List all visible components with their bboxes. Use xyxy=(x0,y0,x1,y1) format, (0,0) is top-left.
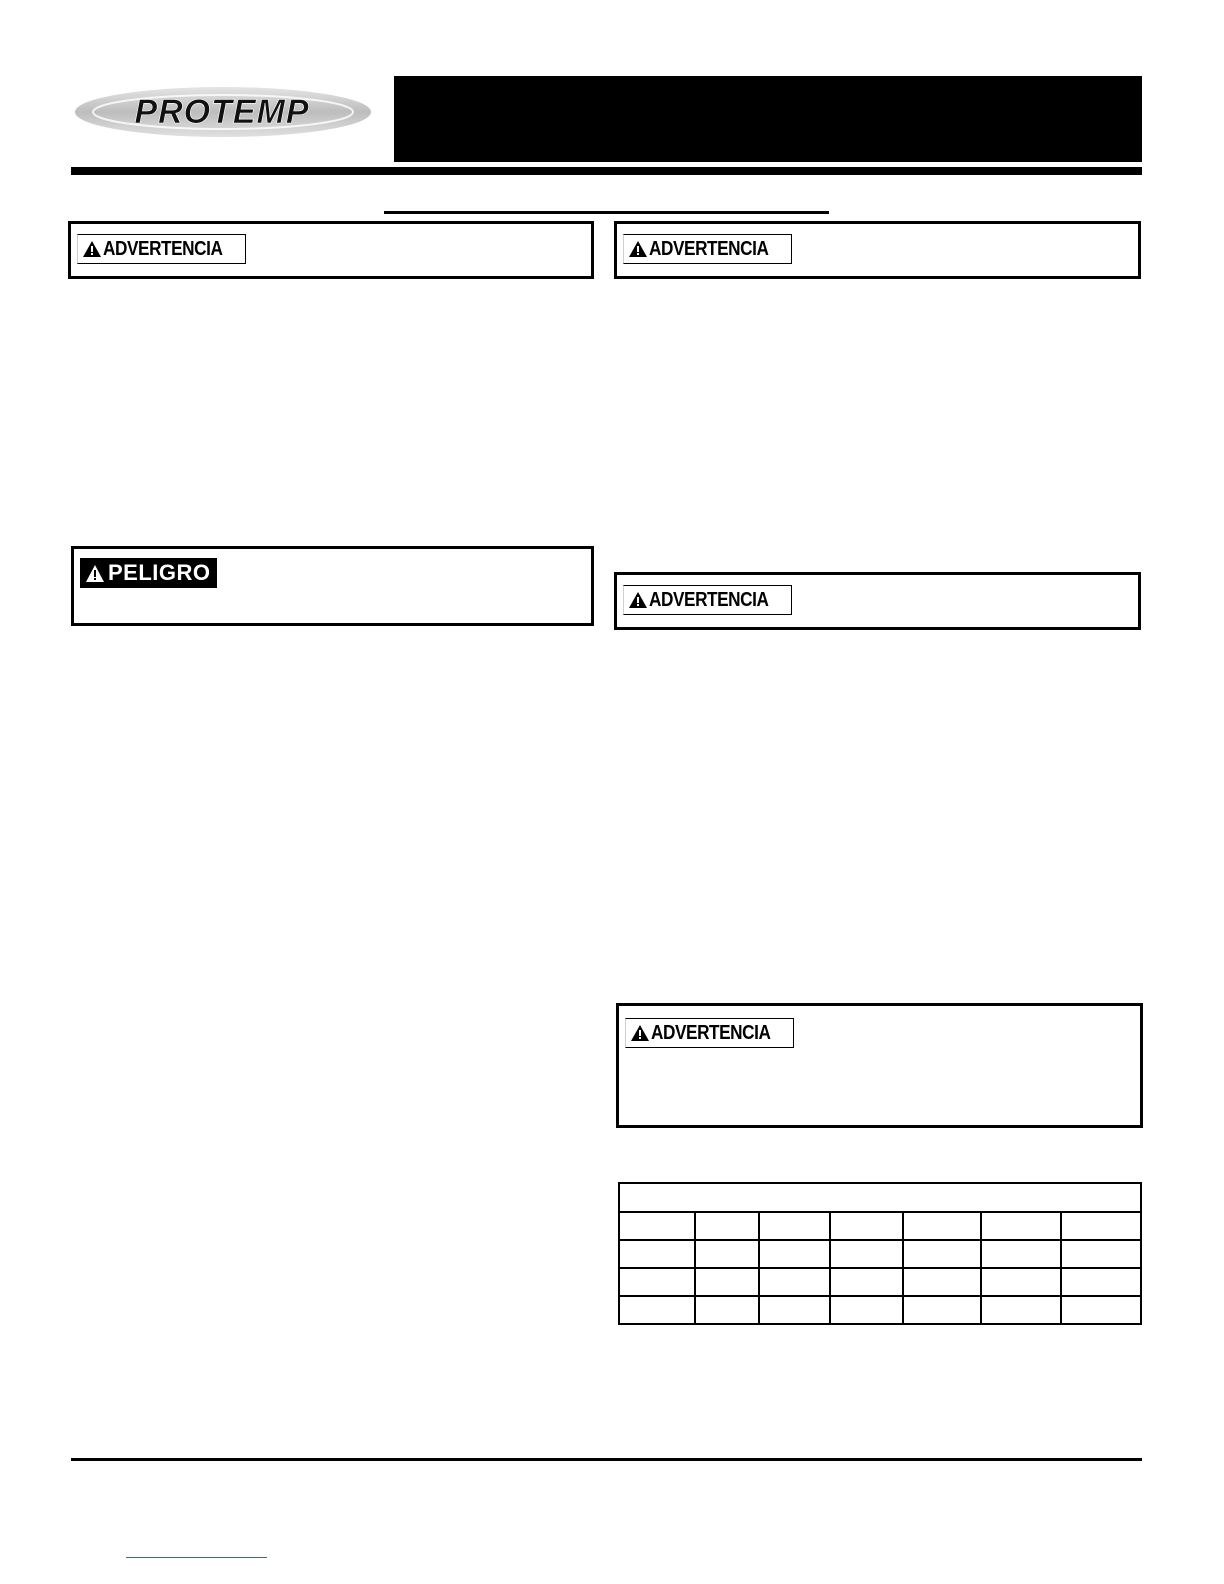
warning-triangle-icon xyxy=(629,241,647,257)
warning-label xyxy=(623,585,792,615)
table-cell xyxy=(903,1268,981,1296)
footer-divider xyxy=(71,1458,1142,1461)
table-cell xyxy=(619,1268,695,1296)
header-divider xyxy=(71,167,1142,175)
warning-label xyxy=(77,234,246,264)
warning-triangle-icon xyxy=(631,1025,649,1041)
table-cell xyxy=(981,1296,1061,1324)
table-cell xyxy=(759,1212,830,1240)
header-title-bar xyxy=(394,76,1142,162)
table-cell xyxy=(759,1268,830,1296)
table-cell xyxy=(695,1212,759,1240)
logo-wordmark: PROTEMP xyxy=(134,93,310,131)
table-cell xyxy=(830,1240,903,1268)
warning-triangle-icon xyxy=(83,241,101,257)
table-cell xyxy=(903,1240,981,1268)
table-cell xyxy=(759,1296,830,1324)
table-cell xyxy=(695,1296,759,1324)
warning-label-text: ADVERTENCIA xyxy=(103,237,223,260)
section-heading-rule xyxy=(384,211,829,214)
danger-label xyxy=(80,558,217,588)
table-cell xyxy=(830,1268,903,1296)
table-cell xyxy=(1061,1212,1141,1240)
spec-table xyxy=(618,1182,1142,1325)
table-cell xyxy=(695,1268,759,1296)
footer-link-underline[interactable] xyxy=(126,1557,267,1558)
table-cell xyxy=(1061,1296,1141,1324)
table-row xyxy=(619,1212,1141,1240)
table-cell xyxy=(981,1268,1061,1296)
warning-box-right-middle xyxy=(614,572,1141,630)
warning-box-right-bottom xyxy=(616,1003,1143,1128)
warning-box-right-top xyxy=(614,221,1141,279)
table-title-cell xyxy=(619,1183,1141,1212)
warning-label-text: ADVERTENCIA xyxy=(649,237,769,260)
table-cell xyxy=(759,1240,830,1268)
table-cell xyxy=(981,1240,1061,1268)
table-row xyxy=(619,1268,1141,1296)
table-cell xyxy=(903,1296,981,1324)
table-cell xyxy=(695,1240,759,1268)
table-cell xyxy=(830,1212,903,1240)
table-cell xyxy=(830,1296,903,1324)
warning-triangle-icon xyxy=(86,565,104,582)
table-cell xyxy=(619,1240,695,1268)
danger-label-text: PELIGRO xyxy=(108,560,211,585)
warning-label-text: ADVERTENCIA xyxy=(649,588,769,611)
table-row xyxy=(619,1296,1141,1324)
warning-label-text: ADVERTENCIA xyxy=(651,1021,771,1044)
warning-triangle-icon xyxy=(629,592,647,608)
table-row xyxy=(619,1240,1141,1268)
table-cell xyxy=(903,1212,981,1240)
warning-box-left xyxy=(68,221,594,279)
table-cell xyxy=(1061,1268,1141,1296)
warning-label xyxy=(623,234,792,264)
table-cell xyxy=(981,1212,1061,1240)
table-cell xyxy=(619,1212,695,1240)
table-cell xyxy=(1061,1240,1141,1268)
table-cell xyxy=(619,1296,695,1324)
danger-box-left xyxy=(71,546,594,626)
protemp-logo xyxy=(72,82,372,144)
warning-label xyxy=(625,1018,794,1048)
